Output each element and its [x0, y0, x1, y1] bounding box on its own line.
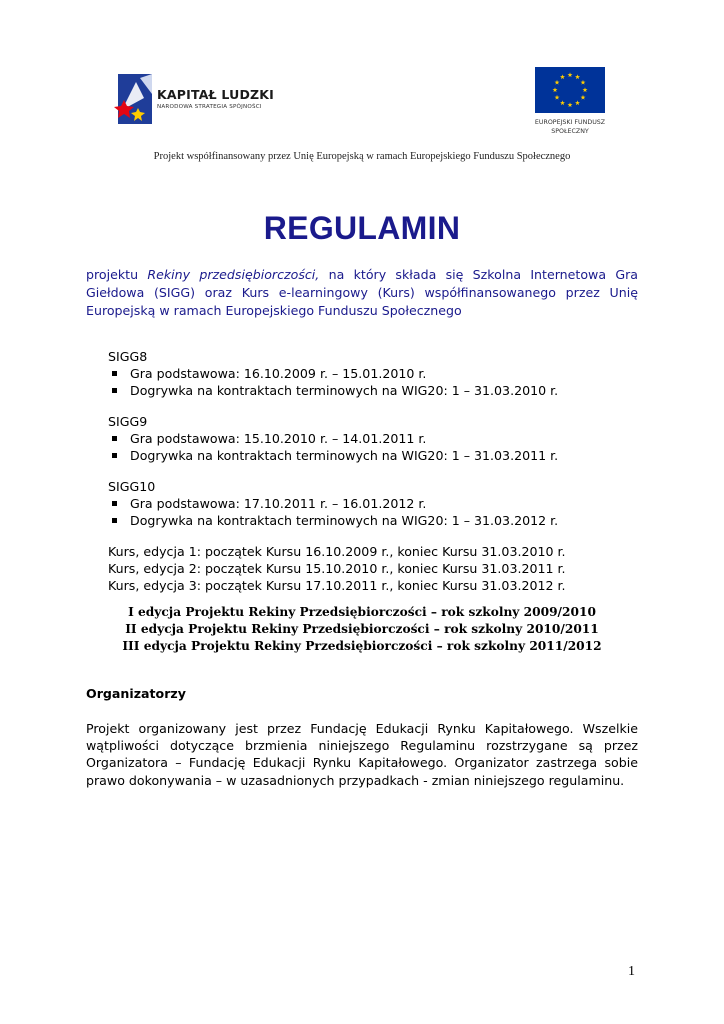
schedule-item [108, 382, 558, 399]
bullet-square-icon [112, 501, 117, 506]
schedule-item [108, 430, 558, 447]
schedule-item-text: Gra podstawowa: 15.10.2010 r. – 14.01.2011 r. [130, 431, 427, 446]
schedule-item-text: Dogrywka na kontraktach terminowych na WIG20: 1 – 31.03.2010 r. [130, 383, 559, 398]
sigg-edition-block [108, 348, 558, 399]
sigg-edition-block [108, 413, 558, 464]
cofinancing-note: Projekt współfinansowany przez Unię Europejską w ramach Europejskiego Funduszu Społecznego [153, 151, 571, 162]
schedule-item-text: Dogrywka na kontraktach terminowych na WIG20: 1 – 31.03.2011 r. [130, 448, 559, 463]
schedule-item [108, 495, 558, 512]
intro-rest: na który składa się Szkolna Internetowa Gra Giełdowa (SIGG) oraz Kurs e-learningowy (Kurs) współfinansowanego przez Unię Europejską w ramach Europejskiego Funduszu Społecznego [86, 267, 638, 318]
schedule-item-text: Gra podstawowa: 17.10.2011 r. – 16.01.2012 r. [130, 496, 427, 511]
course-line: Kurs, edycja 3: początek Kursu 17.10.2011 r., koniec Kursu 31.03.2012 r. [108, 578, 566, 593]
kapital-ludzki-subtitle: NARODOWA STRATEGIA SPÓJNOŚCI [157, 104, 262, 110]
eu-caption-line2: SPOŁECZNY [551, 128, 589, 135]
kapital-ludzki-title: KAPITAŁ LUDZKI [157, 87, 275, 102]
schedule-item-text: Dogrywka na kontraktach terminowych na WIG20: 1 – 31.03.2012 r. [130, 513, 559, 528]
organizers-heading: Organizatorzy [86, 686, 186, 701]
sigg-edition-name: SIGG9 [108, 414, 148, 429]
eu-fund-caption [520, 118, 620, 136]
bullet-square-icon [112, 453, 117, 458]
sigg-edition-name: SIGG10 [108, 479, 156, 494]
project-editions [0, 604, 724, 655]
schedule-item [108, 365, 558, 382]
sigg-edition-block [108, 478, 558, 529]
schedule-item-text: Gra podstawowa: 16.10.2009 r. – 15.01.2010 r. [130, 366, 427, 381]
project-edition-line: I edycja Projektu Rekiny Przedsiębiorczości – rok szkolny 2009/2010 [128, 605, 596, 619]
schedule-item [108, 447, 558, 464]
bullet-square-icon [112, 388, 117, 393]
sigg-edition-name: SIGG8 [108, 349, 148, 364]
schedule-item [108, 512, 558, 529]
bullet-square-icon [112, 371, 117, 376]
bullet-square-icon [112, 518, 117, 523]
project-name: Rekiny przedsiębiorczości, [147, 267, 320, 282]
bullet-square-icon [112, 436, 117, 441]
project-edition-line: III edycja Projektu Rekiny Przedsiębiorczości – rok szkolny 2011/2012 [122, 639, 602, 653]
intro-prefix: projektu [86, 267, 148, 282]
eu-flag-icon [535, 67, 605, 113]
organizers-paragraph: Projekt organizowany jest przez Fundację Edukacji Rynku Kapitałowego. Wszelkie wątpliwości dotyczące brzmienia niniejszego Regulaminu rozstrzygane są przez Organizatora – Fundację Edukacji Rynku Kapitałowego. Organizator zastrzega sobie prawo dokonywania – w uzasadnionych przypadkach - zmian niniejszego regulaminu. [86, 721, 638, 788]
course-line: Kurs, edycja 1: początek Kursu 16.10.2009 r., koniec Kursu 31.03.2010 r. [108, 544, 566, 559]
course-list [108, 543, 566, 594]
course-line: Kurs, edycja 2: początek Kursu 15.10.2010 r., koniec Kursu 31.03.2011 r. [108, 561, 566, 576]
project-edition-line: II edycja Projektu Rekiny Przedsiębiorczości – rok szkolny 2010/2011 [125, 622, 599, 636]
intro-paragraph [86, 266, 638, 320]
eu-caption-line1: EUROPEJSKI FUNDUSZ [534, 119, 606, 126]
page-number: 1 [628, 964, 635, 979]
document-title: REGULAMIN [263, 210, 461, 246]
